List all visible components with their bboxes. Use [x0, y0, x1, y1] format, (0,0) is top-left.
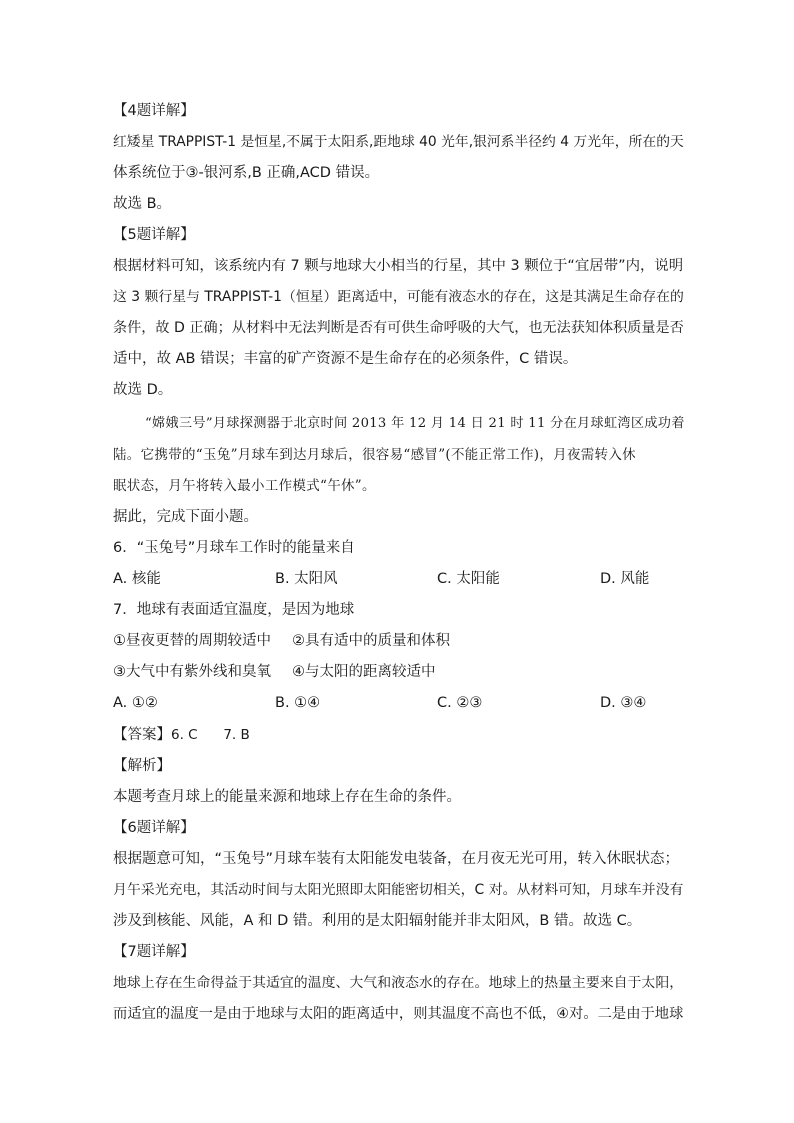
q6-option-d: D. 风能	[600, 571, 650, 587]
answer-row	[113, 725, 250, 745]
q4-detail-line-2: 体系统位于③-银河系,B 正确,ACD 错误。	[113, 165, 380, 181]
q7-statement-1: ①昼夜更替的周期较适中	[113, 633, 271, 649]
q5-detail-heading: 【5题详解】	[113, 227, 195, 243]
q6-detail-line-3: 涉及到核能、风能，A 和 D 错。利用的是太阳辐射能并非太阳风，B 错。故选 C。	[113, 913, 642, 929]
q7-detail-line-1: 地球上存在生命得益于其适宜的温度、大气和液态水的存在。地球上的热量主要来自于太阳，	[113, 975, 684, 991]
q7-statement-2: ②具有适中的质量和体积	[292, 633, 450, 649]
q7-option-d: D. ③④	[600, 695, 647, 711]
q5-detail-line-2: 这 3 颗行星与 TRAPPIST-1（恒星）距离适中，可能有液态水的存在，这是其满足生命存在的	[113, 289, 684, 305]
q6-stem: 6．“玉兔号”月球车工作时的能量来自	[113, 540, 355, 556]
q5-detail-line-5: 故选 D。	[113, 382, 173, 398]
q7-detail-line-2: 而适宜的温度一是由于地球与太阳的距离适中，则其温度不高也不低，④对。二是由于地球	[113, 1006, 684, 1022]
q6-option-c: C. 太阳能	[437, 571, 500, 587]
q5-detail-line-4: 适中，故 AB 错误；丰富的矿产资源不是生命存在的必须条件，C 错误。	[113, 351, 578, 367]
q5-detail-line-3: 条件，故 D 正确；从材料中无法判断是否有可供生命呼吸的大气，也无法获知体积质量是否	[113, 320, 684, 336]
q7-option-a: A. ①②	[113, 695, 158, 711]
q6-option-a: A. 核能	[113, 571, 161, 587]
q6-detail-line-2: 月午采光充电，其活动时间与太阳光照即太阳能密切相关，C 对。从材料可知，月球车并没有	[113, 882, 684, 898]
analysis-label: 【解析】	[113, 758, 171, 774]
q5-detail-line-1: 根据材料可知，该系统内有 7 颗与地球大小相当的行星，其中 3 颗位于“宜居带”内，说明	[113, 258, 684, 274]
q7-statement-3: ③大气中有紫外线和臭氧	[113, 664, 271, 680]
q6-option-b: B. 太阳风	[275, 571, 338, 587]
q6-detail-heading: 【6题详解】	[113, 820, 195, 836]
q4-detail-heading: 【4题详解】	[113, 103, 195, 119]
material-line-2: 陆。它携带的“玉兔”月球车到达月球后，很容易“感冒”(不能正常工作)，月夜需转入休	[113, 447, 636, 463]
q7-stem: 7．地球有表面适宜温度，是因为地球	[113, 602, 355, 618]
answer-text: 6. C 7. B	[171, 727, 250, 743]
analysis-text: 本题考查月球上的能量来源和地球上存在生命的条件。	[113, 789, 461, 805]
q7-detail-heading: 【7题详解】	[113, 944, 195, 960]
q4-detail-line-3: 故选 B。	[113, 196, 172, 212]
material-line-1: “嫦娥三号”月球探测器于北京时间 2013 年 12 月 14 日 21 时 11 分在月球虹湾区成功着	[145, 416, 685, 431]
q7-statement-4: ④与太阳的距离较适中	[292, 664, 436, 680]
material-instruction: 据此，完成下面小题。	[113, 509, 258, 525]
q7-option-b: B. ①④	[275, 695, 321, 711]
q7-option-c: C. ②③	[437, 695, 483, 711]
answer-label: 【答案】	[113, 727, 171, 743]
q6-detail-line-1: 根据题意可知，“玉兔号”月球车装有太阳能发电装备，在月夜无光可用，转入休眠状态；	[113, 851, 680, 867]
q4-detail-line-1: 红矮星 TRAPPIST-1 是恒星,不属于太阳系,距地球 40 光年,银河系半径约 4 万光年，所在的天	[113, 134, 684, 150]
material-line-3: 眠状态，月午将转入最小工作模式“午休”。	[113, 478, 376, 494]
